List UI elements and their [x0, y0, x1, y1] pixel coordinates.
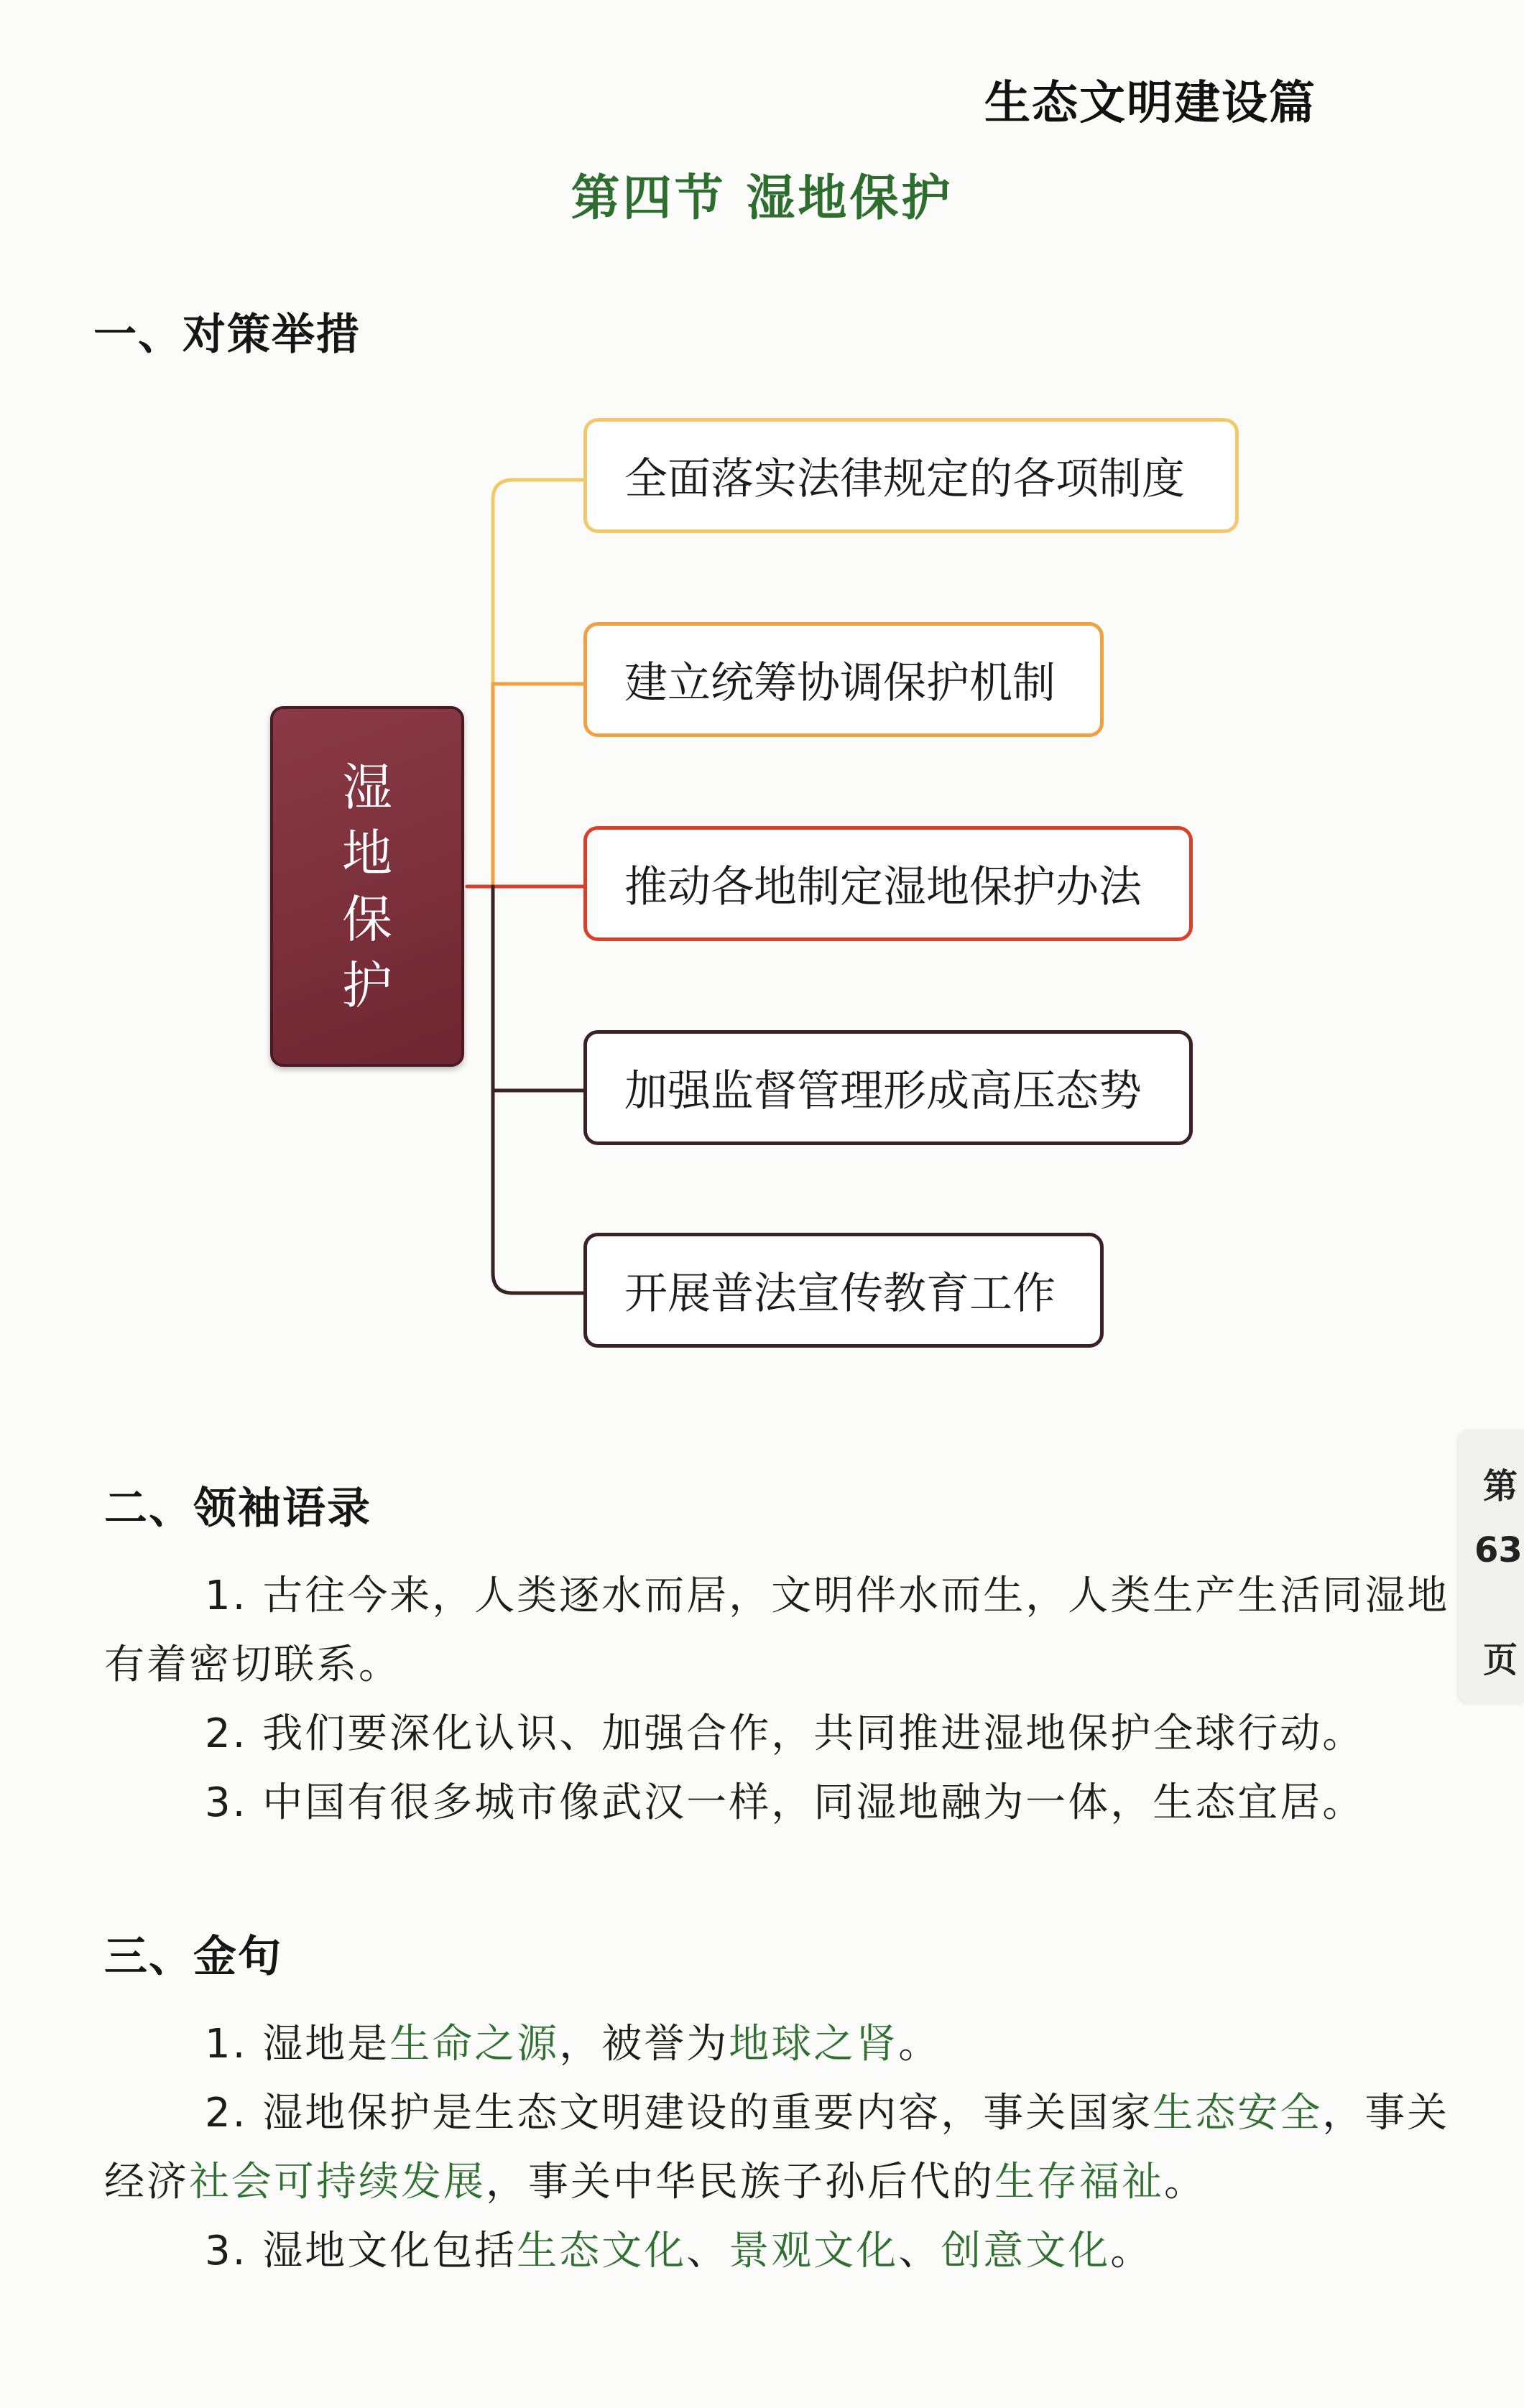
root-char: 湿 — [342, 758, 392, 817]
highlight: 生存福祉 — [994, 2159, 1164, 2205]
root-char: 保 — [342, 890, 392, 949]
text: 2. 湿地保护是生态文明建设的重要内容，事关国家 — [205, 2090, 1153, 2136]
connector-4 — [493, 886, 583, 1090]
highlight: 生态文化 — [517, 2228, 687, 2274]
text: 3. 湿地文化包括 — [205, 2228, 517, 2274]
golden-sentence-2-line-2 — [104, 2147, 1206, 2218]
heading-golden: 三、金句 — [104, 1932, 282, 1982]
quote-2: 2. 我们要深化认识、加强合作，共同推进湿地保护全球行动。 — [205, 1710, 1365, 1757]
branch-label: 推动各地制定湿地保护办法 — [624, 862, 1142, 912]
connector-1 — [467, 480, 583, 886]
golden-sentence-2-line-1 — [205, 2078, 1449, 2149]
highlight: 生态安全 — [1153, 2090, 1323, 2136]
text: 1. 湿地是 — [205, 2021, 390, 2067]
golden-sentence-1 — [205, 2009, 941, 2080]
connector-5 — [493, 886, 583, 1293]
mindmap-branch-1 — [583, 418, 1239, 533]
highlight: 社会可持续发展 — [189, 2159, 486, 2205]
text: ，事关 — [1322, 2090, 1450, 2136]
heading-measures: 一、对策举措 — [93, 310, 361, 360]
root-char: 地 — [342, 824, 392, 883]
text: ，被誉为 — [559, 2021, 729, 2067]
mindmap-branch-4 — [583, 1030, 1193, 1145]
page-tab-line-1: 第 — [1483, 1466, 1518, 1506]
text: 。 — [898, 2021, 941, 2067]
branch-label: 全面落实法律规定的各项制度 — [624, 454, 1185, 504]
text: 。 — [1164, 2159, 1206, 2205]
highlight: 生命之源 — [389, 2021, 560, 2067]
branch-label: 建立统筹协调保护机制 — [624, 658, 1056, 708]
quote-1-line-2: 有着密切联系。 — [104, 1641, 401, 1688]
text: 。 — [1110, 2228, 1153, 2274]
branch-label: 加强监督管理形成高压态势 — [624, 1066, 1142, 1116]
highlight: 创意文化 — [941, 2228, 1111, 2274]
mindmap-branch-3 — [583, 826, 1193, 941]
branch-label: 开展普法宣传教育工作 — [624, 1269, 1056, 1319]
connector-2 — [493, 684, 583, 886]
text: 、 — [898, 2228, 941, 2274]
quote-1-line-1: 1. 古往今来，人类逐水而居，文明伴水而生，人类生产生活同湿地 — [205, 1573, 1450, 1619]
golden-sentence-3 — [205, 2215, 1153, 2287]
root-char: 护 — [342, 956, 392, 1015]
highlight: 景观文化 — [729, 2228, 899, 2274]
mindmap-branch-5 — [583, 1233, 1104, 1348]
text: 、 — [686, 2228, 729, 2274]
page-tab-line-3: 页 — [1483, 1640, 1518, 1680]
quote-3: 3. 中国有很多城市像武汉一样，同湿地融为一体，生态宜居。 — [205, 1779, 1365, 1826]
mindmap-branch-2 — [583, 622, 1104, 737]
section-title: 第四节 湿地保护 — [571, 170, 953, 227]
running-header: 生态文明建设篇 — [984, 77, 1316, 130]
mindmap-root — [270, 706, 464, 1067]
heading-quotes: 二、领袖语录 — [104, 1483, 371, 1534]
text: 经济 — [104, 2159, 189, 2205]
highlight: 地球之肾 — [729, 2021, 899, 2067]
page-tab-number: 63 — [1474, 1530, 1523, 1570]
text: ，事关中华民族子孙后代的 — [486, 2159, 994, 2205]
